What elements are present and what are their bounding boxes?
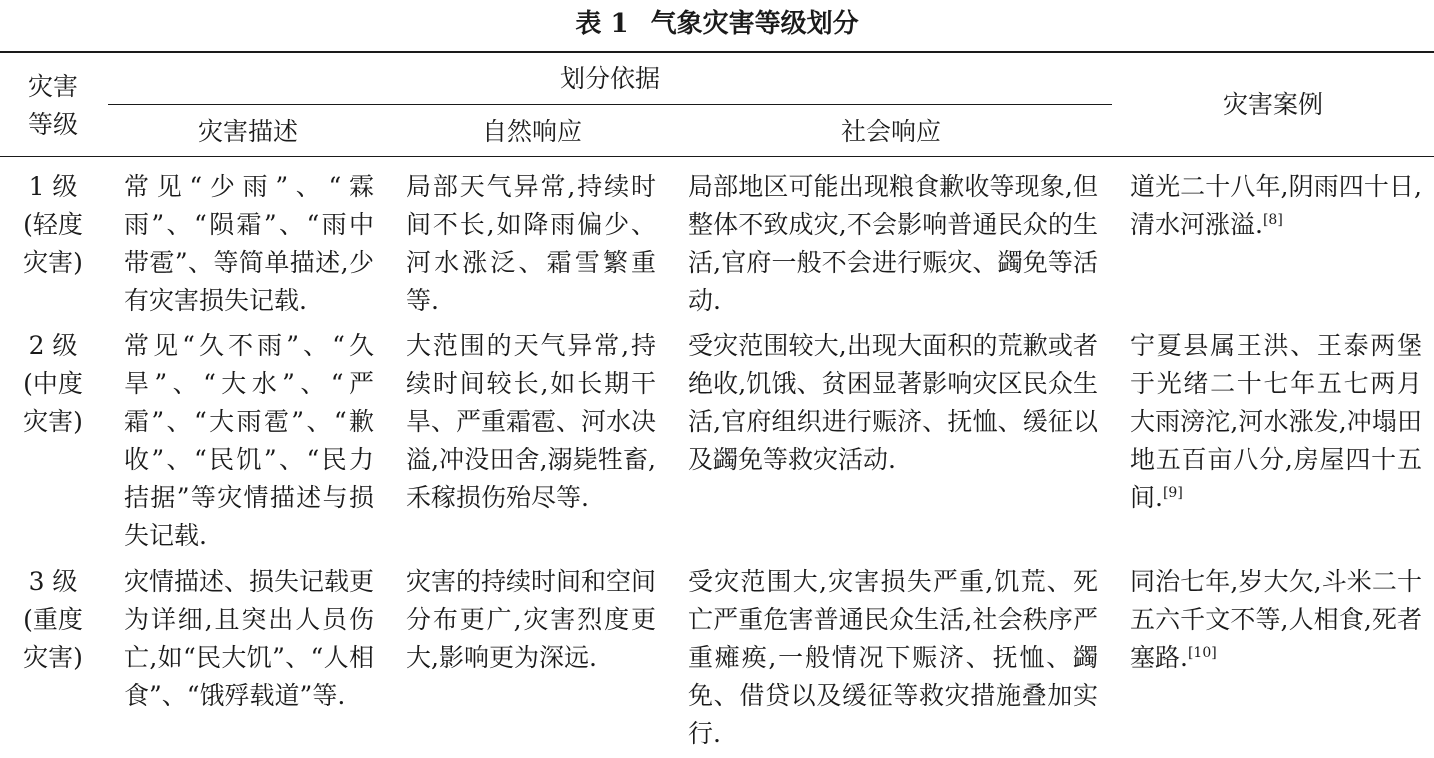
row-3-description: 灾情描述、损失记载更为详细,且突出人员伤亡,如“民大饥”、“人相食”、“饿殍载道”等. — [124, 567, 375, 710]
row-2-case-ref: [9] — [1162, 485, 1183, 501]
header-social: 社会响应 — [840, 117, 941, 146]
row-3-social: 受灾范围大,灾害损失严重,饥荒、死亡严重危害普通民众生活,社会秩序严重瘫痪,一般情况下赈济、抚恤、蠲免、借贷以及缓征等救灾措施叠加实行. — [688, 567, 1098, 748]
row-2-level: 2 级 (中度 灾害) — [23, 331, 83, 436]
table-title: 气象灾害等级划分 — [650, 9, 859, 39]
row-3-natural: 灾害的持续时间和空间分布更广,灾害烈度更大,影响更为深远. — [406, 567, 657, 672]
row-1-level: 1 级 (轻度 灾害) — [23, 172, 83, 277]
header-rule — [0, 156, 1434, 157]
header-basis: 划分依据 — [559, 64, 660, 93]
row-3-level: 3 级 (重度 灾害) — [23, 567, 83, 672]
row-3-case-ref: [10] — [1187, 645, 1217, 661]
row-2-case — [1130, 327, 1422, 517]
row-1-social: 局部地区可能出现粮食歉收等现象,但整体不致成灾,不会影响普通民众的生活,官府一般不会进行赈灾、蠲免等活动. — [688, 172, 1098, 315]
row-1-case-ref: [8] — [1262, 212, 1283, 228]
header-cases: 灾害案例 — [1222, 90, 1323, 119]
header-description: 灾害描述 — [197, 117, 298, 146]
row-2-social: 受灾范围较大,出现大面积的荒歉或者绝收,饥饿、贫困显著影响灾区民众生活,官府组织进行赈济、抚恤、缓征以及蠲免等救灾活动. — [688, 331, 1098, 474]
row-1-description: 常见“少雨”、“霖雨”、“陨霜”、“雨中带雹”、等简单描述,少有灾害损失记载. — [124, 172, 374, 315]
header-level: 灾害 等级 — [27, 72, 78, 139]
row-2-case-text: 宁夏县属王洪、王泰两堡于光绪二十七年五七两月大雨滂沱,河水涨发,冲塌田地五百亩八分,房屋四十五间. — [1130, 331, 1422, 512]
row-1-case-text: 道光二十八年,阴雨四十日,清水河涨溢. — [1130, 172, 1422, 239]
row-1-case — [1130, 168, 1422, 244]
table-number: 表 1 — [575, 9, 629, 39]
row-2-description: 常见“久不雨”、“久旱”、“大水”、“严霜”、“大雨雹”、“歉收”、“民饥”、“民力拮据”等灾情描述与损失记载. — [124, 331, 374, 550]
basis-underline — [108, 104, 1112, 105]
row-2-natural: 大范围的天气异常,持续时间较长,如长期干旱、严重霜雹、河水决溢,冲没田舍,溺毙牲畜,禾稼损伤殆尽等. — [406, 331, 657, 512]
row-1-natural: 局部天气异常,持续时间不长,如降雨偏少、河水涨泛、霜雪繁重等. — [406, 172, 656, 315]
row-3-case-text: 同治七年,岁大欠,斗米二十五六千文不等,人相食,死者塞路. — [1130, 567, 1422, 672]
row-3-case — [1130, 563, 1422, 677]
top-rule — [0, 51, 1434, 53]
header-natural: 自然响应 — [481, 117, 582, 146]
table-caption — [0, 4, 1434, 44]
